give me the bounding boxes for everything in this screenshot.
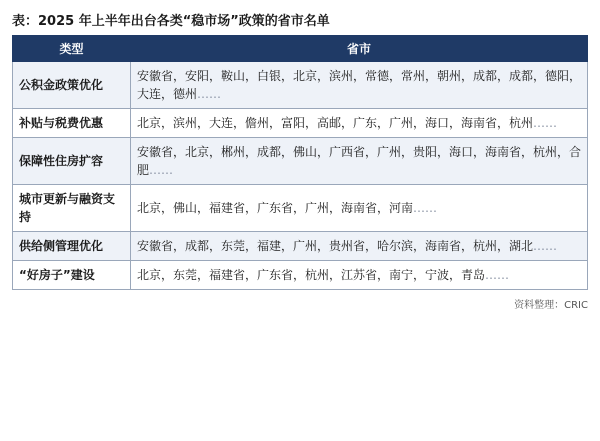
- row-category: 公积金政策优化: [13, 62, 131, 109]
- table-row: [13, 185, 588, 232]
- row-cities-continued: ……: [149, 163, 174, 177]
- table-header-row: [13, 36, 588, 62]
- row-category: 城市更新与融资支持: [13, 185, 131, 232]
- row-cities: 安徽省，成都，东莞，福建，广州，贵州省，哈尔滨，海南省，杭州，湖北: [137, 239, 534, 253]
- row-category: 补贴与税费优惠: [13, 109, 131, 138]
- row-cities: 安徽省，安阳，鞍山，白银，北京，滨州，常德，常州，朝州，成都，成都，德阳，大连，德州: [137, 69, 582, 101]
- row-cities-cell: [131, 138, 588, 185]
- row-cities-cell: [131, 232, 588, 261]
- table-row: [13, 109, 588, 138]
- row-cities-continued: ……: [197, 87, 222, 101]
- table-row: [13, 261, 588, 290]
- row-cities-cell: [131, 62, 588, 109]
- row-cities-cell: [131, 185, 588, 232]
- row-cities: 安徽省，北京，郴州，成都，佛山，广西省，广州，贵阳，海口，海南省，杭州，合肥: [137, 145, 582, 177]
- row-cities-cell: [131, 109, 588, 138]
- row-cities: 北京，佛山，福建省，广东省，广州，海南省，河南: [137, 201, 414, 215]
- source-note: 资料整理：CRIC: [514, 300, 588, 311]
- table-row: [13, 232, 588, 261]
- table-row: [13, 62, 588, 109]
- header-cities: 省市: [131, 36, 588, 62]
- policy-table: [12, 35, 588, 290]
- row-cities-continued: ……: [485, 268, 510, 282]
- table-title: 表：2025 年上半年出台各类“稳市场”政策的省市名单: [12, 14, 330, 29]
- row-cities-continued: ……: [533, 239, 558, 253]
- header-category: 类型: [13, 36, 131, 62]
- row-category: 保障性住房扩容: [13, 138, 131, 185]
- row-cities: 北京，东莞，福建省，广东省，杭州，江苏省，南宁，宁波，青岛: [137, 268, 486, 282]
- row-cities: 北京，滨州，大连，儋州，富阳，高邮，广东，广州，海口，海南省，杭州: [137, 116, 534, 130]
- row-cities-continued: ……: [413, 201, 438, 215]
- row-category: “好房子”建设: [13, 261, 131, 290]
- row-cities-cell: [131, 261, 588, 290]
- row-category: 供给侧管理优化: [13, 232, 131, 261]
- table-row: [13, 138, 588, 185]
- row-cities-continued: ……: [533, 116, 558, 130]
